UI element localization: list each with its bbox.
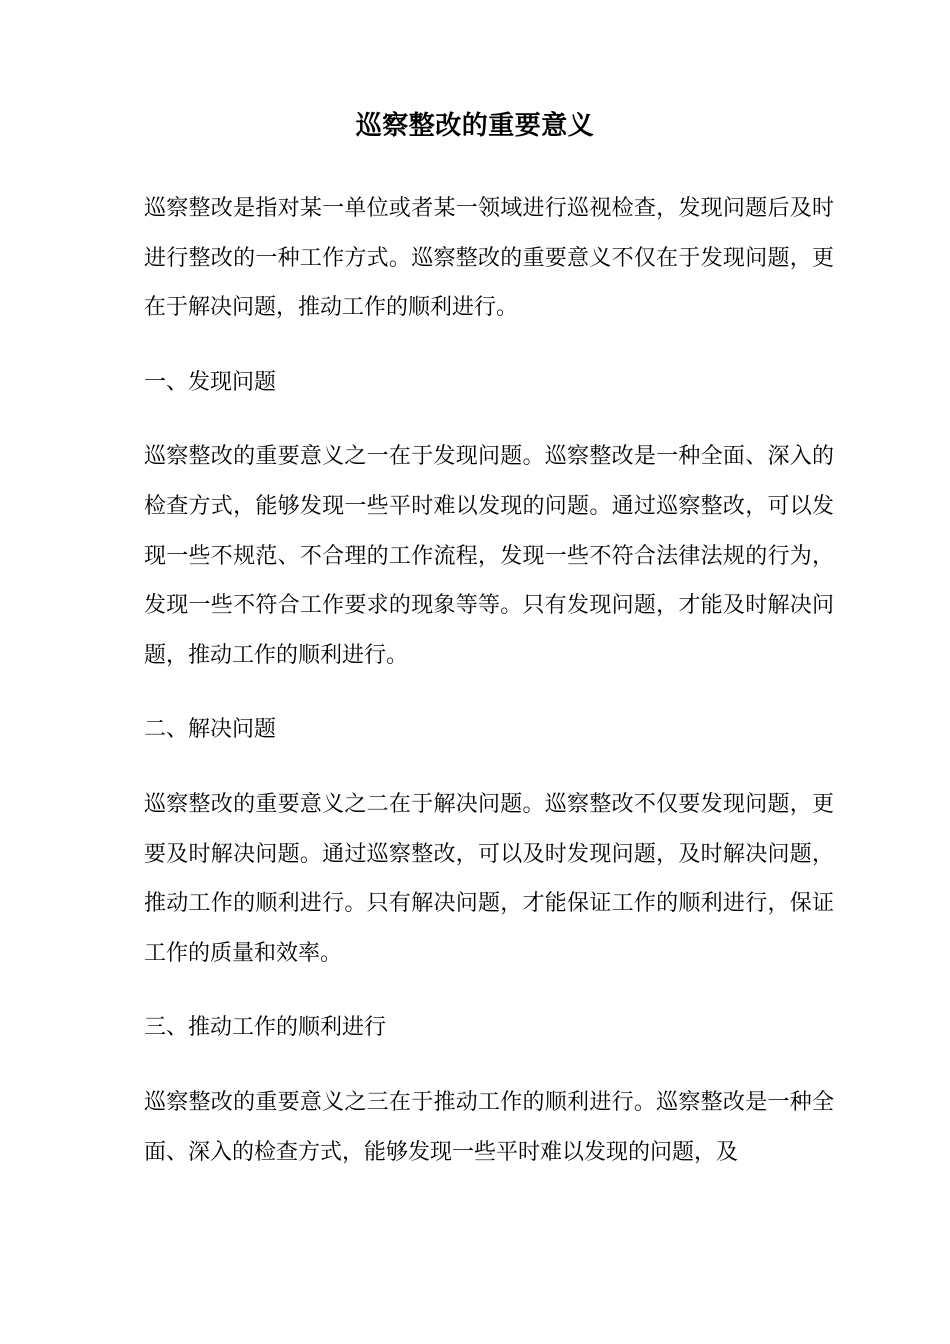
section-2-paragraph: 巡察整改的重要意义之二在于解决问题。巡察整改不仅要发现问题，更要及时解决问题。通过巡察整改，可以及时发现问题，及时解决问题，推动工作的顺利进行。只有解决问题，才能保证工作的顺利进行，保证工作的质量和效率。	[144, 791, 834, 966]
document-title: 巡察整改的重要意义	[355, 111, 595, 141]
section-heading-1: 一、发现问题	[144, 369, 277, 395]
intro-paragraph: 巡察整改是指对某一单位或者某一领域进行巡视检查，发现问题后及时进行整改的一种工作方式。巡察整改的重要意义不仅在于发现问题，更在于解决问题，推动工作的顺利进行。	[144, 196, 834, 321]
section-heading-2: 二、解决问题	[144, 717, 277, 743]
section-3-paragraph: 巡察整改的重要意义之三在于推动工作的顺利进行。巡察整改是一种全面、深入的检查方式，能够发现一些平时难以发现的问题，及	[144, 1089, 834, 1165]
document-body	[144, 184, 834, 1202]
section-1-paragraph: 巡察整改的重要意义之一在于发现问题。巡察整改是一种全面、深入的检查方式，能够发现一些平时难以发现的问题。通过巡察整改，可以发现一些不规范、不合理的工作流程，发现一些不符合法律法规的行为，发现一些不符合工作要求的现象等等。只有发现问题，才能及时解决问题，推动工作的顺利进行。	[144, 444, 834, 668]
section-heading-3: 三、推动工作的顺利进行	[144, 1015, 387, 1041]
